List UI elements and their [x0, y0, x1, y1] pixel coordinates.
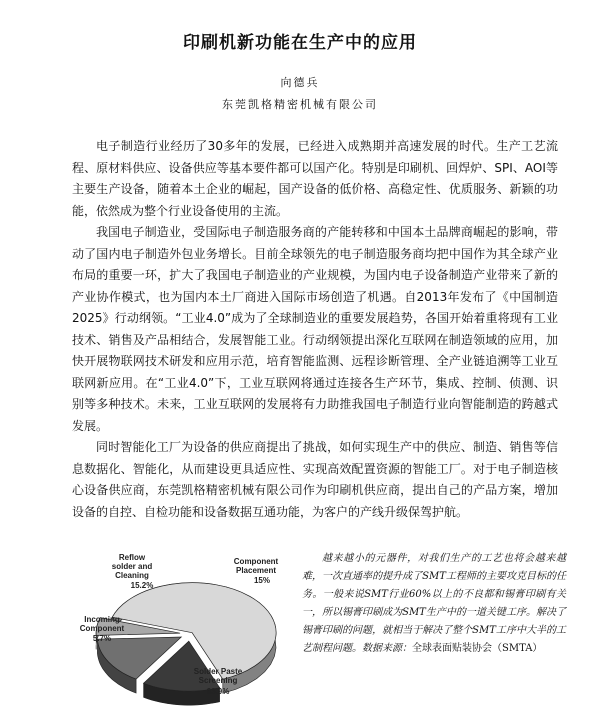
- label-placement-1: Component: [233, 557, 279, 566]
- figure-caption: [302, 550, 566, 658]
- pie-slices: [96, 583, 276, 706]
- label-incoming-2: Component: [79, 624, 125, 633]
- label-reflow-1: Reflow: [118, 553, 146, 562]
- label-reflow-2: solder and: [111, 562, 153, 571]
- label-reflow-3: Cleaning: [115, 571, 149, 580]
- body-text: [72, 136, 558, 523]
- paragraph-3: 同时智能化工厂为设备的供应商提出了挑战，如何实现生产中的供应、制造、销售等信息数据化、智能化，从而建设更具适应性、实现高效配置资源的智能工厂。对于电子制造核心设备供应商，东莞凯格精密机械有限公司作为印刷机供应商，提出自己的产品方案，增加设备的自控、自检功能和设备数据互通功能，为客户的产线升级保驾护航。: [72, 440, 558, 519]
- label-screening-1: Solder Paste: [193, 667, 243, 676]
- author-affiliation: 东莞凯格精密机械有限公司: [222, 98, 378, 111]
- label-placement-2: Placement: [235, 566, 277, 575]
- label-screening-2: Screening: [198, 676, 238, 685]
- label-incoming-1: Incoming: [84, 615, 120, 624]
- paragraph-1: 电子制造行业经历了30多年的发展，已经进入成熟期并高速发展的时代。生产工艺流程、原材料供应、设备供应等基本要件都可以国产化。特别是印刷机、回焊炉、SPI、AOI等主要生产设备，随着本土企业的崛起，国产设备的低价格、高稳定性、优质服务、新颖的功能，依然成为整个行业设备使用的主流。: [72, 139, 558, 218]
- pie-chart: [76, 552, 290, 714]
- value-reflow: 15.2%: [130, 581, 154, 590]
- value-placement: 15%: [253, 576, 271, 585]
- caption-source: 全球表面贴装协会（SMTA）: [412, 643, 543, 654]
- paper-title: 印刷机新功能在生产中的应用: [183, 33, 417, 53]
- value-screening: 63.9%: [206, 687, 230, 696]
- defect-pie-chart-figure: [76, 552, 290, 714]
- paragraph-2: 我国电子制造业，受国际电子制造服务商的产能转移和中国本土品牌商崛起的影响，带动了国内电子制造外包业务增长。目前全球领先的电子制造服务商均把中国作为其全球产业布局的重要一环，扩大了我国电子制造业的产业规模，为国内电子设备制造产业带来了新的产业协作模式，也为国内本土厂商进入国际市场创造了机遇。自2013年发布了《中国制造2025》行动纲领。“工业4.0”成为了全球制造业的重要发展趋势，各国开始着重将现有工业技术、销售及产品相结合，发展智能工业。行动纲领提出深化互联网在制造领域的应用，加快开展物联网技术研发和应用示范，培育智能监测、远程诊断管理、全产业链追溯等工业互联网新应用。在“工业4.0”下，工业互联网将通过连接各生产环节，集成、控制、侦测、识别等多种技术。未来，工业互联网的发展将有力助推我国电子制造行业向智能制造的跨越式发展。: [72, 225, 558, 433]
- author-name: 向德兵: [280, 76, 320, 89]
- caption-text: 越来越小的元器件，对我们生产的工艺也将会越来越难，一次直通率的提升成了SMT工程师的主要攻克目标的任务。一般来说SMT行业60%以上的不良都和锡膏印刷有关一，所以锡膏印刷成为SMT生产中的一道关键工序。解决了锡膏印刷的问题，就相当于解决了整个SMT工序中大半的工艺制程问题。数据来源：: [302, 553, 566, 654]
- value-incoming: 5.7%: [92, 634, 112, 643]
